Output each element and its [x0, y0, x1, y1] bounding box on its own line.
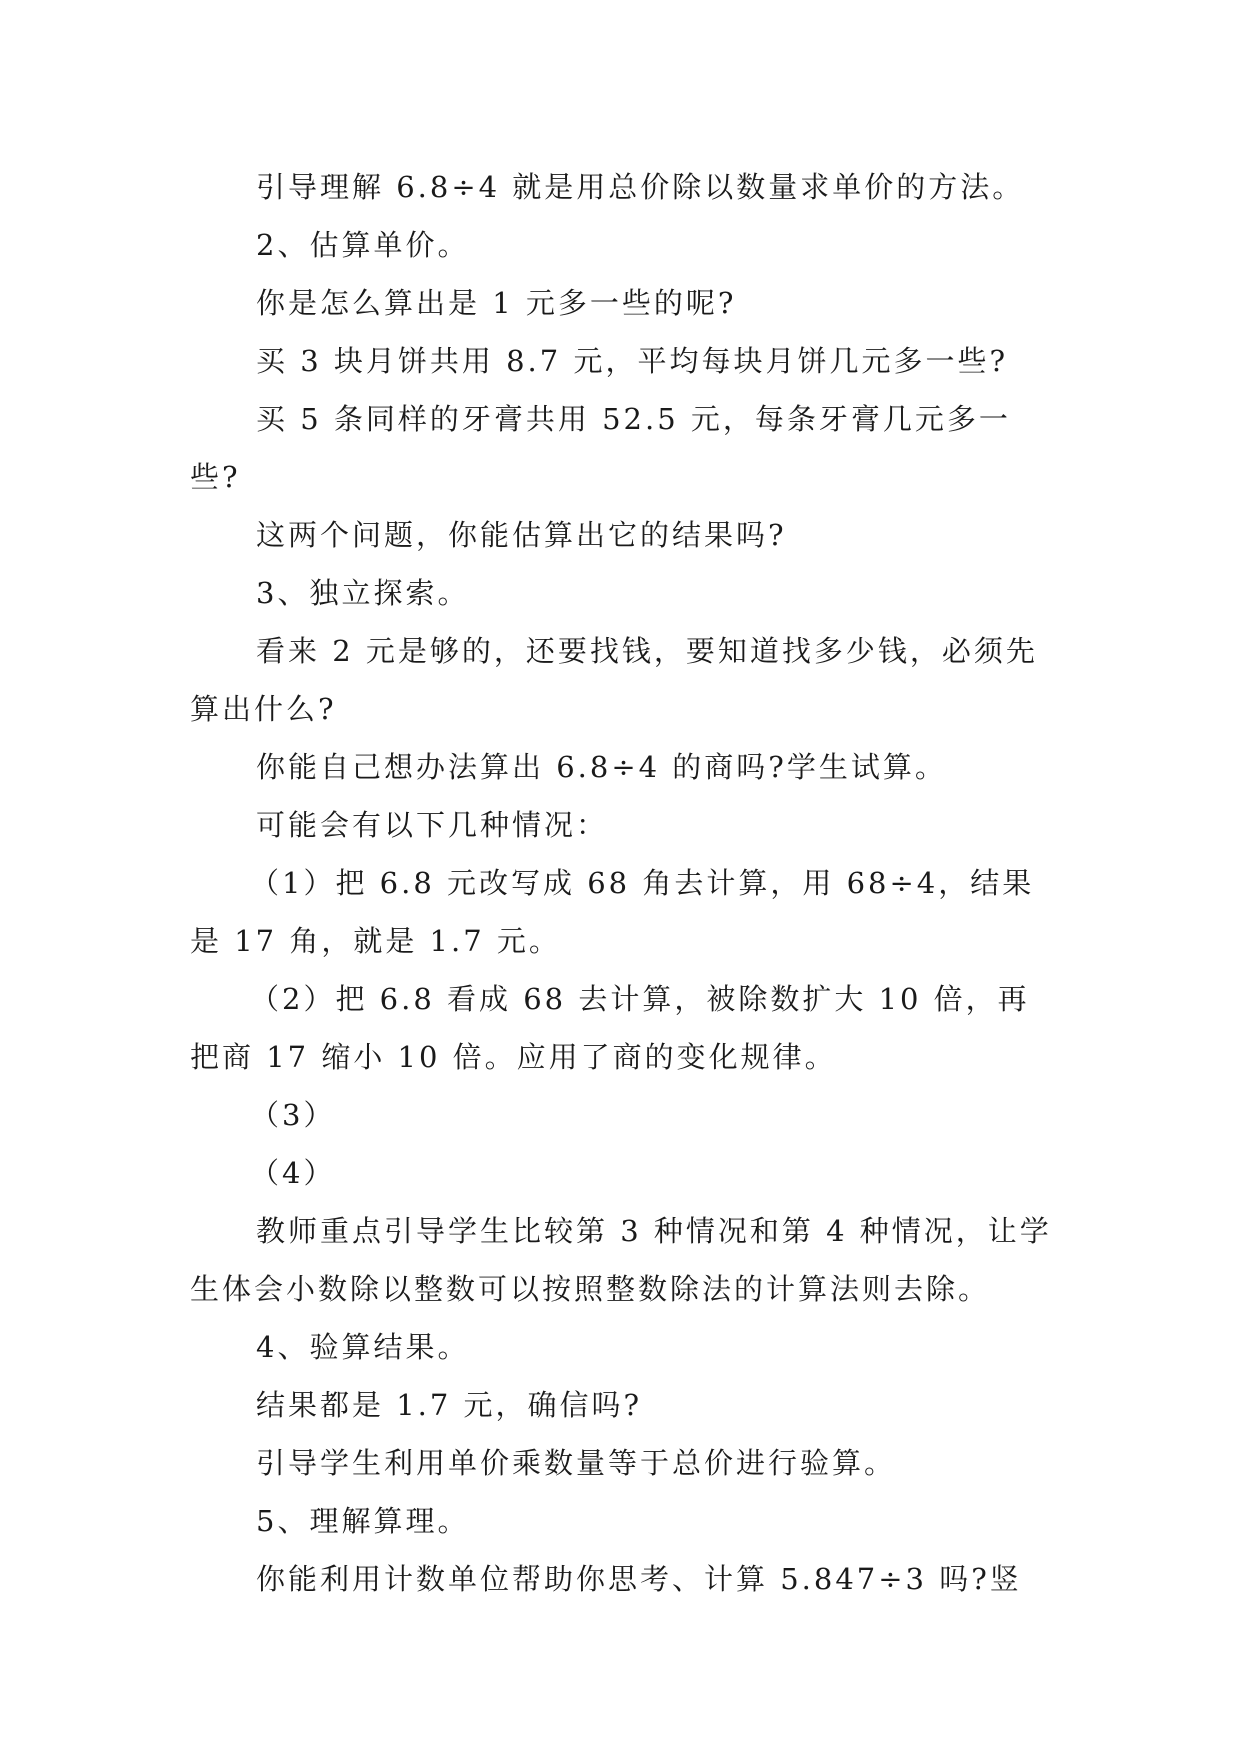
paragraph-14: （4） [250, 1156, 336, 1190]
paragraph-7: 3、独立探索。 [256, 576, 470, 610]
paragraph-19: 5、理解算理。 [256, 1504, 470, 1538]
paragraph-6: 这两个问题，你能估算出它的结果吗? [256, 518, 787, 552]
paragraph-2: 2、估算单价。 [256, 228, 470, 262]
paragraph-9: 你能自己想办法算出 6.8÷4 的商吗?学生试算。 [256, 750, 947, 784]
paragraph-18: 引导学生利用单价乘数量等于总价进行验算。 [256, 1446, 897, 1480]
paragraph-13: （3） [250, 1098, 336, 1132]
paragraph-17: 结果都是 1.7 元，确信吗? [256, 1388, 643, 1422]
paragraph-1: 引导理解 6.8÷4 就是用总价除以数量求单价的方法。 [256, 170, 1025, 204]
paragraph-5: 买 5 条同样的牙膏共用 52.5 元，每条牙膏几元多一些? [190, 402, 1011, 494]
paragraph-11: （1）把 6.8 元改写成 68 角去计算，用 68÷4，结果是 17 角，就是 1.7 元。 [190, 866, 1035, 958]
paragraph-20: 你能利用计数单位帮助你思考、计算 5.847÷3 吗?竖 [256, 1562, 1022, 1596]
document-body [190, 158, 1060, 1608]
paragraph-15: 教师重点引导学生比较第 3 种情况和第 4 种情况，让学生体会小数除以整数可以按照整数除法的计算法则去除。 [190, 1214, 1052, 1306]
paragraph-8: 看来 2 元是够的，还要找钱，要知道找多少钱，必须先算出什么? [190, 634, 1038, 726]
paragraph-12: （2）把 6.8 看成 68 去计算，被除数扩大 10 倍，再把商 17 缩小 10 倍。应用了商的变化规律。 [190, 982, 1030, 1074]
paragraph-4: 买 3 块月饼共用 8.7 元，平均每块月饼几元多一些? [256, 344, 1008, 378]
paragraph-10: 可能会有以下几种情况： [256, 808, 609, 842]
paragraph-16: 4、验算结果。 [256, 1330, 470, 1364]
paragraph-3: 你是怎么算出是 1 元多一些的呢? [256, 286, 737, 320]
